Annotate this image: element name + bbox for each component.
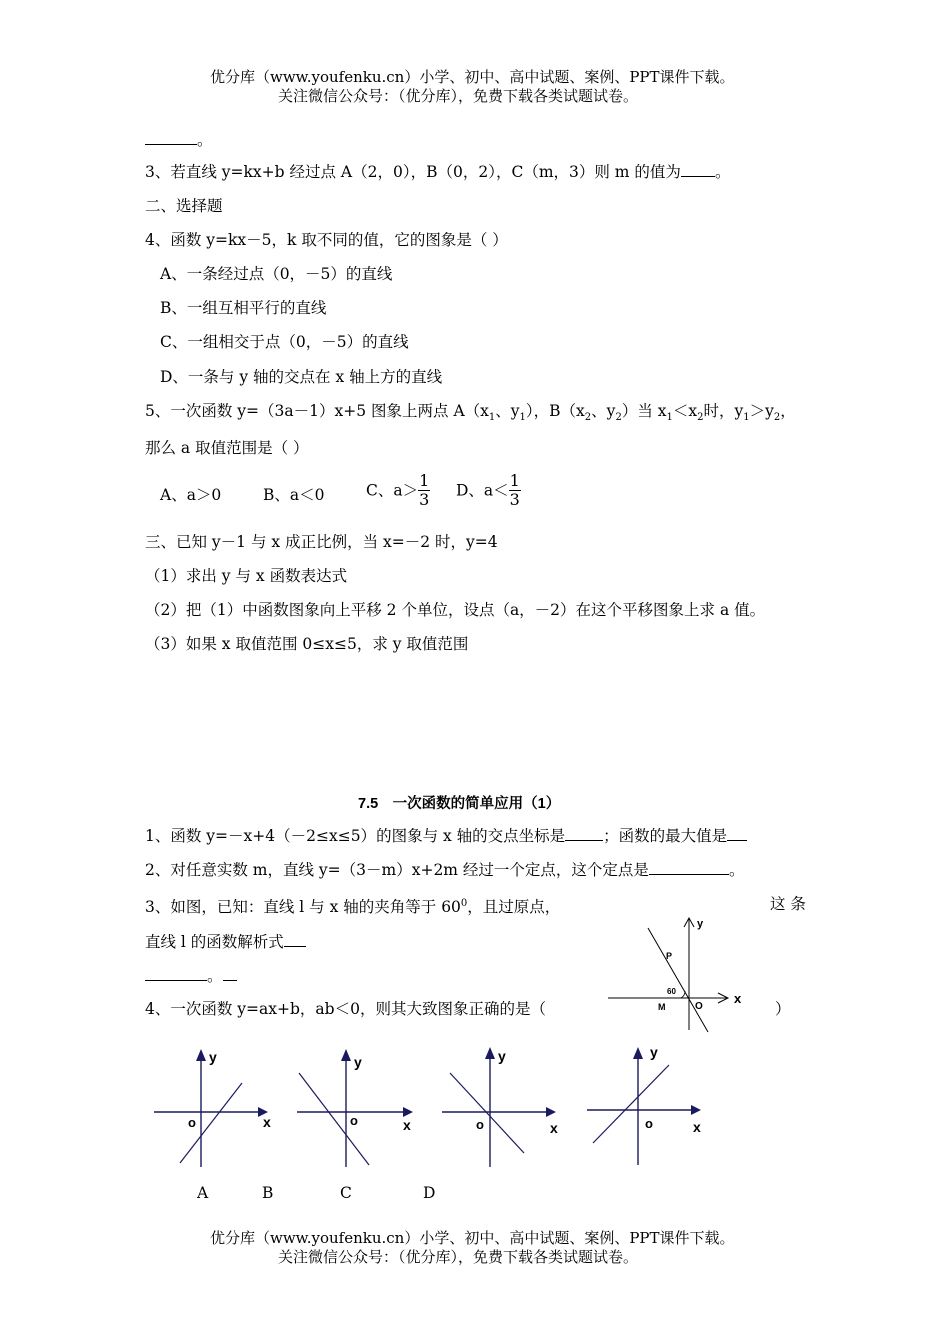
- answer-blank: [223, 966, 237, 981]
- graph-label-y: y: [209, 1049, 217, 1065]
- p2-q3-text: 3、如图，已知：直线 l 与 x 轴的夹角等于 60: [145, 898, 461, 917]
- subscript: 2: [773, 412, 781, 424]
- p2-q1-text: 1、函数 y=－x+4（－2≤x≤5）的图象与 x 轴的交点坐标是: [145, 827, 566, 845]
- graph-label-x: x: [550, 1120, 558, 1136]
- fraction-numerator: 1: [509, 471, 520, 490]
- footer-line-1: 优分库（www.youfenku.cn）小学、初中、高中试题、案例、PPT课件下载。: [210, 1229, 735, 1247]
- graph-label-x: x: [403, 1117, 411, 1133]
- graph-label-x: x: [263, 1114, 271, 1130]
- graph-label-a: A: [197, 1184, 209, 1202]
- graph-line: [450, 1073, 524, 1153]
- q5-option-d-label: D、a＜: [456, 481, 509, 500]
- fig-label-y: y: [697, 918, 704, 930]
- x-arrow-icon: [691, 1105, 701, 1115]
- period: 。: [714, 163, 731, 181]
- q4-option-a: A、一条经过点（0，－5）的直线: [160, 265, 393, 283]
- p2-q3-line-2: [145, 932, 306, 952]
- p2-question-2: [145, 860, 744, 880]
- q5-option-b: B、a＜0: [263, 486, 325, 504]
- q4-option-d: D、一条与 y 轴的交点在 x 轴上方的直线: [160, 368, 443, 386]
- p2-question-3: [145, 894, 560, 917]
- p2-q2-text: 2、对任意实数 m，直线 y=（3－m）x+2m 经过一个定点，这个定点是: [145, 861, 649, 879]
- q5-option-c-label: C、a＞: [366, 481, 419, 500]
- q5-text: ，: [780, 402, 796, 420]
- p2-q3-line-3: [145, 966, 237, 986]
- fraction-numerator: 1: [419, 471, 430, 490]
- p2-question-1: [145, 826, 747, 846]
- p2-q3-text: ，且过原点，: [467, 898, 561, 917]
- graph-b: [293, 1045, 418, 1170]
- graph-label-x: x: [693, 1119, 701, 1135]
- fig-label-m: M: [658, 1002, 666, 1012]
- period: 。: [207, 967, 223, 985]
- q5-text: ＞y: [749, 402, 774, 420]
- subscript: 1: [488, 412, 496, 424]
- q3-figure: [600, 912, 760, 1037]
- q5-text: 、y: [495, 402, 520, 420]
- section-3-sub-2: （2）把（1）中函数图象向上平移 2 个单位，设点（a，－2）在这个平移图象上求 a 值。: [145, 601, 766, 619]
- section-title-7-5: 7.5 一次函数的简单应用（1）: [358, 796, 561, 812]
- q4-option-b: B、一组互相平行的直线: [160, 299, 327, 317]
- q5-text: 、y: [591, 402, 616, 420]
- fig-label-p: P: [666, 951, 673, 961]
- line-l: [648, 928, 708, 1032]
- fraction-denominator: 3: [419, 490, 430, 509]
- y-arrow-icon: [633, 1047, 643, 1059]
- answer-blank: [565, 826, 603, 841]
- q5-text: 时，y: [703, 402, 744, 420]
- q5-text: 5、一次函数 y=（3a－1）x+5 图象上两点 A（x: [145, 402, 489, 420]
- graph-c: [438, 1045, 563, 1170]
- graph-label-b: B: [262, 1184, 274, 1202]
- fig-label-x: x: [734, 991, 742, 1006]
- x-arrow-icon: [546, 1107, 556, 1117]
- q5-option-a: A、a＞0: [160, 486, 222, 504]
- answer-blank: [145, 966, 207, 981]
- superscript: 0: [460, 898, 468, 909]
- section-3-sub-3: （3）如果 x 取值范围 0≤x≤5，求 y 取值范围: [145, 635, 469, 653]
- answer-blank: [681, 162, 715, 177]
- graph-d: [583, 1043, 708, 1168]
- fraction-denominator: 3: [509, 490, 520, 509]
- p1-question-4: 4、函数 y=kx－5，k 取不同的值，它的图象是（ ）: [145, 231, 508, 249]
- p1-q3-text: 3、若直线 y=kx+b 经过点 A（2，0），B（0，2），C（m，3）则 m 的值为: [145, 163, 681, 181]
- graph-label-c: C: [340, 1184, 352, 1202]
- q5-option-d: [456, 472, 521, 509]
- graph-label-origin: o: [188, 1115, 196, 1130]
- fraction-one-third: [509, 472, 521, 509]
- p2-q1-text: ；函数的最大值是: [603, 827, 728, 845]
- p2-question-4: 4、一次函数 y=ax+b，ab＜0，则其大致图象正确的是（: [145, 1000, 546, 1018]
- graph-label-y: y: [354, 1054, 362, 1070]
- subscript: 2: [697, 412, 704, 424]
- q5-option-c: [366, 472, 430, 509]
- dangling-blank-line: [145, 130, 213, 150]
- p2-q3-text: 直线 l 的函数解析式: [145, 933, 284, 951]
- period: 。: [197, 131, 213, 149]
- section-2-title: 二、选择题: [145, 197, 223, 215]
- p2-q4-close-paren: ）: [775, 1000, 791, 1018]
- p2-q3-tail: 这 条: [770, 895, 806, 913]
- subscript: 1: [519, 412, 526, 424]
- answer-blank: [649, 860, 729, 875]
- section-3-title: 三、已知 y－1 与 x 成正比例，当 x=－2 时，y=4: [145, 533, 498, 551]
- graph-line: [299, 1073, 369, 1165]
- q4-option-c: C、一组相交于点（0，－5）的直线: [160, 333, 409, 351]
- fraction-one-third: [418, 472, 430, 509]
- y-arrow-icon: [485, 1047, 495, 1059]
- x-arrow-icon: [403, 1107, 413, 1117]
- answer-blank: [145, 130, 197, 145]
- y-arrow-icon: [341, 1049, 351, 1061]
- period: 。: [728, 861, 745, 879]
- p1-question-5-line-2: 那么 a 取值范围是（ ）: [145, 439, 309, 457]
- graph-a: [150, 1045, 270, 1170]
- graph-label-origin: o: [645, 1116, 653, 1131]
- section-3-sub-1: （1）求出 y 与 x 函数表达式: [145, 567, 348, 585]
- q5-text: ＜x: [672, 402, 698, 420]
- p1-question-5-line-1: [145, 401, 796, 428]
- fig-label-angle: 60: [667, 987, 676, 996]
- graph-label-d: D: [423, 1184, 436, 1202]
- subscript: 1: [666, 412, 673, 424]
- graph-line: [593, 1065, 669, 1143]
- graph-label-y: y: [498, 1048, 506, 1064]
- y-arrow-icon: [196, 1049, 206, 1061]
- p1-question-3: [145, 162, 730, 182]
- subscript: 2: [584, 412, 592, 424]
- header-line-1: 优分库（www.youfenku.cn）小学、初中、高中试题、案例、PPT课件下载。: [210, 68, 735, 86]
- fig-label-origin: O: [695, 1001, 703, 1012]
- graph-label-origin: o: [350, 1113, 358, 1128]
- answer-blank: [284, 932, 306, 947]
- graph-label-origin: o: [476, 1117, 484, 1132]
- subscript: 2: [615, 412, 622, 424]
- graph-label-y: y: [650, 1044, 658, 1060]
- answer-blank: [727, 826, 747, 841]
- subscript: 1: [743, 412, 750, 424]
- q5-text: ），B（x: [525, 402, 585, 420]
- q5-text: ）当 x: [621, 402, 667, 420]
- footer-line-2: 关注微信公众号：（优分库），免费下载各类试题试卷。: [278, 1248, 639, 1266]
- header-line-2: 关注微信公众号：（优分库），免费下载各类试题试卷。: [278, 87, 639, 105]
